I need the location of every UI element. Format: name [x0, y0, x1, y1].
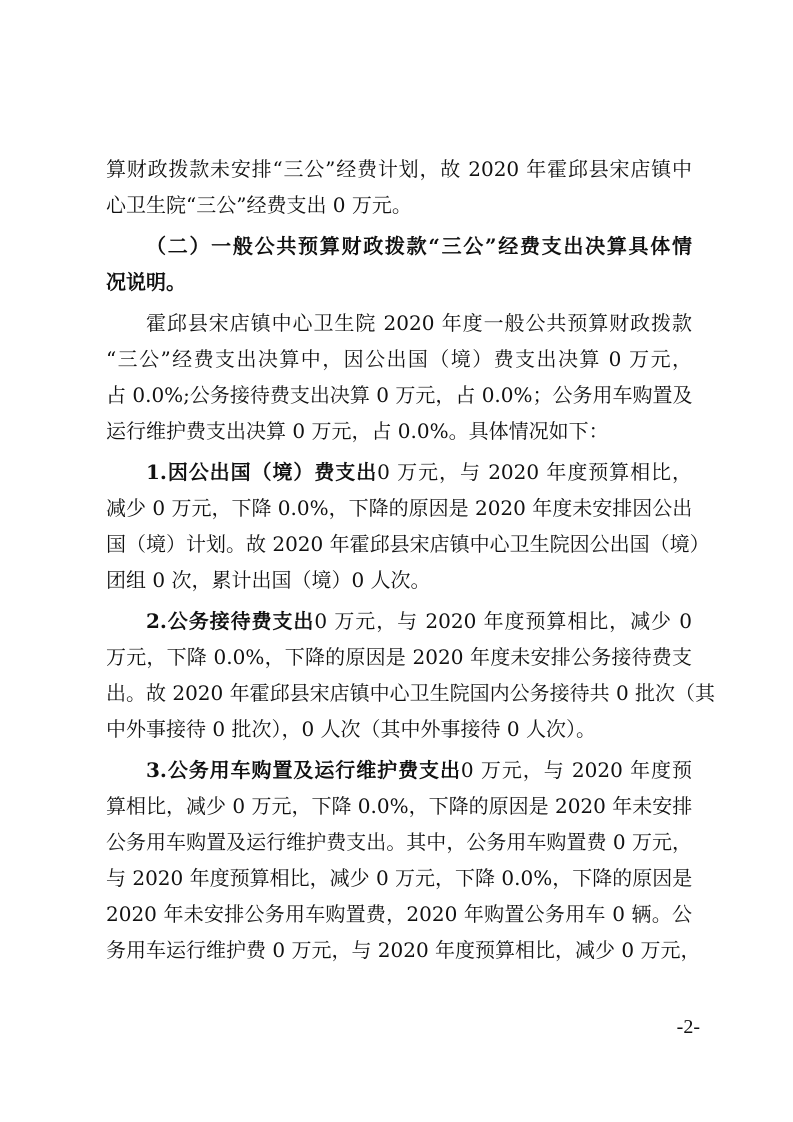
paragraph-3-line-2: 减少 0 万元，下降 0.0%，下降的原因是 2020 年度未安排因公出 — [106, 496, 693, 520]
paragraph-1-line-2: 心卫生院“三公”经费支出 0 万元。 — [106, 193, 412, 217]
paragraph-3-line-3: 国（境）计划。故 2020 年霍邱县宋店镇中心卫生院因公出国（境） — [106, 532, 710, 556]
item-2-title: 2.公务接待费支出 — [146, 609, 315, 633]
section-heading-line-1: （二）一般公共预算财政拨款“三公”经费支出决算具体情 — [146, 234, 692, 258]
paragraph-2-line-4: 运行维护费支出决算 0 万元，占 0.0%。具体情况如下： — [106, 419, 609, 443]
item-3-title: 3.公务用车购置及运行维护费支出 — [146, 758, 461, 782]
section-heading-line-2: 况说明。 — [106, 270, 186, 294]
paragraph-3-line-1 — [146, 460, 692, 484]
item-1-first-line-rest: 0 万元，与 2020 年度预算相比， — [377, 460, 692, 484]
paragraph-5-line-3: 公务用车购置及运行维护费支出。其中，公务用车购置费 0 万元， — [106, 830, 692, 854]
paragraph-4-line-3: 出。故 2020 年霍邱县宋店镇中心卫生院国内公务接待共 0 批次（其 — [106, 681, 716, 705]
paragraph-1-line-1: 算财政拨款未安排“三公”经费计划，故 2020 年霍邱县宋店镇中 — [106, 157, 692, 181]
paragraph-5-line-5: 2020 年未安排公务用车购置费，2020 年购置公务用车 0 辆。公 — [106, 902, 692, 926]
paragraph-4-line-2: 万元，下降 0.0%，下降的原因是 2020 年度未安排公务接待费支 — [106, 645, 692, 669]
paragraph-2-line-2: “三公”经费支出决算中，因公出国（境）费支出决算 0 万元， — [106, 347, 692, 371]
paragraph-4-line-1 — [146, 609, 692, 633]
paragraph-2-line-3: 占 0.0%;公务接待费支出决算 0 万元，占 0.0%；公务用车购置及 — [106, 383, 693, 407]
paragraph-5-line-2: 算相比，减少 0 万元，下降 0.0%，下降的原因是 2020 年未安排 — [106, 794, 693, 818]
paragraph-5-line-4: 与 2020 年度预算相比，减少 0 万元，下降 0.0%，下降的原因是 — [106, 866, 693, 890]
item-1-title: 1.因公出国（境）费支出 — [146, 460, 378, 484]
paragraph-3-line-4: 团组 0 次，累计出国（境）0 人次。 — [106, 568, 431, 592]
paragraph-5-line-6: 务用车运行维护费 0 万元，与 2020 年度预算相比，减少 0 万元， — [106, 938, 701, 962]
page-number: -2- — [676, 1016, 700, 1038]
paragraph-4-line-4: 中外事接待 0 批次），0 人次（其中外事接待 0 人次）。 — [106, 717, 596, 741]
item-3-first-line-rest: 0 万元，与 2020 年度预 — [460, 758, 692, 782]
paragraph-5-line-1 — [146, 758, 692, 782]
item-2-first-line-rest: 0 万元，与 2020 年度预算相比，减少 0 — [314, 609, 692, 633]
paragraph-2-line-1: 霍邱县宋店镇中心卫生院 2020 年度一般公共预算财政拨款 — [146, 311, 692, 335]
